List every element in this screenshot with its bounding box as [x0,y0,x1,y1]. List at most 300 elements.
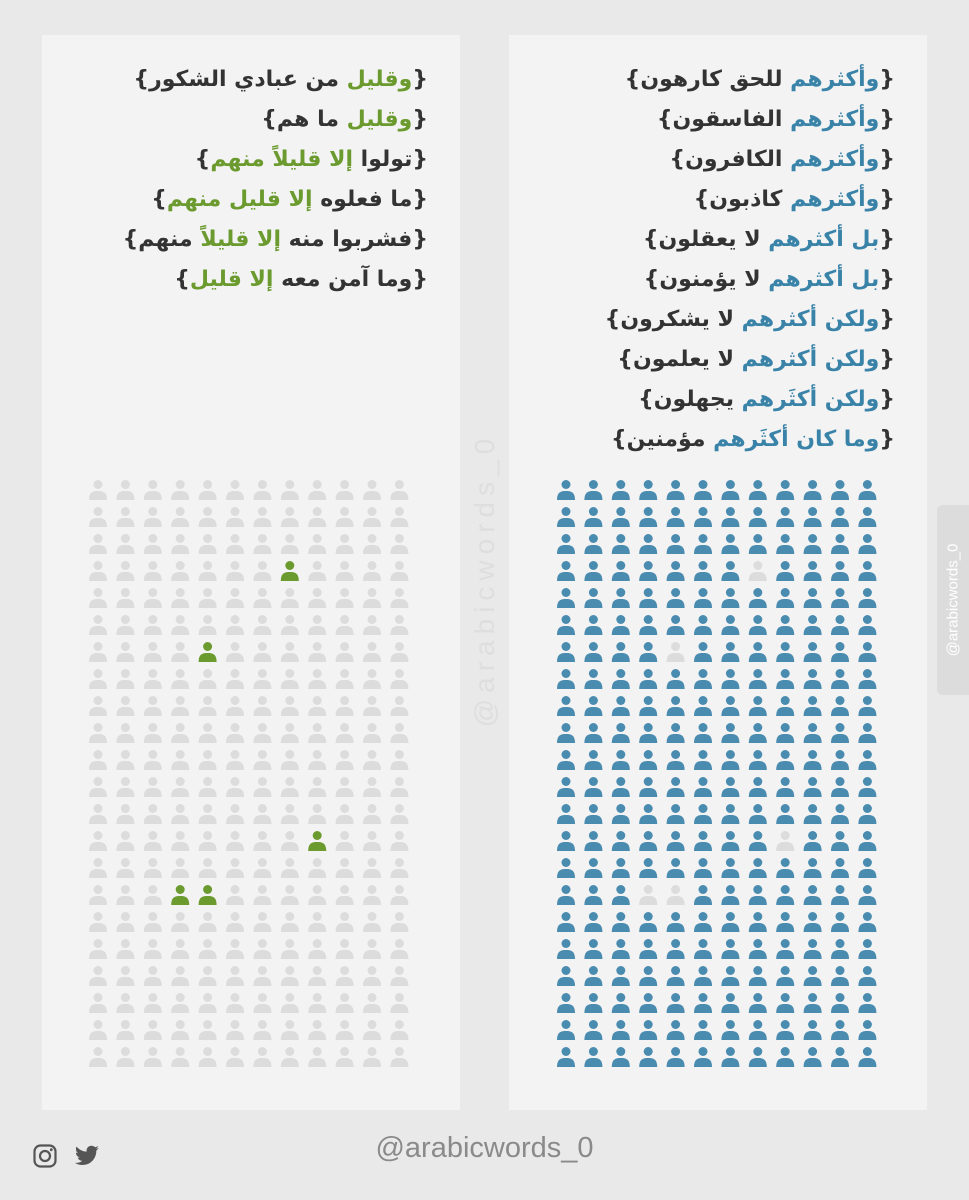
person-icon [831,561,849,581]
person-icon [281,507,299,527]
person-icon [89,993,107,1013]
person-icon [253,1020,271,1040]
person-icon [336,480,354,500]
person-icon [281,750,299,770]
verse-highlight: إلا قليل منهم [166,187,313,212]
person-icon [667,669,685,689]
person-icon [89,777,107,797]
person-icon [171,858,189,878]
person-icon [831,885,849,905]
person-icon [390,507,408,527]
person-icon [281,858,299,878]
person-icon [639,1020,657,1040]
person-icon [639,669,657,689]
person-icon [557,777,575,797]
person-icon [776,615,794,635]
person-icon [776,696,794,716]
person-icon [390,534,408,554]
person-icon [363,1020,381,1040]
person-icon [694,885,712,905]
person-icon [226,1047,244,1067]
person-icon [667,804,685,824]
side-tab[interactable] [937,505,969,695]
verse-highlight: ولكن أكثرهم [741,307,880,332]
person-icon [667,885,685,905]
person-icon [749,939,767,959]
person-icon [694,1047,712,1067]
person-icon [694,777,712,797]
person-icon [831,1047,849,1067]
person-icon [557,561,575,581]
person-icon [226,480,244,500]
person-icon [144,534,162,554]
person-icon [584,885,602,905]
person-icon [308,804,326,824]
person-icon [253,750,271,770]
person-icon [390,480,408,500]
person-icon [667,723,685,743]
person-icon [116,885,134,905]
person-icon [116,480,134,500]
verse-highlight: إلا قليلاً [200,227,281,252]
person-icon [584,858,602,878]
person-icon [831,669,849,689]
verse-text: الكافرون [685,147,791,172]
person-icon [694,561,712,581]
person-icon [199,669,217,689]
person-icon [749,507,767,527]
person-icon [804,750,822,770]
person-icon [694,993,712,1013]
person-icon [776,1020,794,1040]
person-icon [858,507,876,527]
person-icon [721,507,739,527]
person-icon [612,615,630,635]
person-icon [639,642,657,662]
person-icon [584,642,602,662]
verse-highlight: وأكثرهم [790,147,880,172]
verse-line: {ولكن أكثرهم لا يعلمون} [617,347,895,372]
person-icon [281,588,299,608]
person-icon [336,939,354,959]
person-icon [89,966,107,986]
person-icon [721,1047,739,1067]
person-icon [776,723,794,743]
person-icon [363,885,381,905]
person-icon [253,939,271,959]
person-icon [858,858,876,878]
person-icon [308,1047,326,1067]
person-icon [144,561,162,581]
verse-highlight: ولكن أكثَرهم [741,387,880,412]
person-icon [199,750,217,770]
person-icon [831,696,849,716]
person-icon [253,534,271,554]
person-icon [226,804,244,824]
person-icon [557,723,575,743]
person-icon [253,588,271,608]
verse-highlight: وأكثرهم [790,187,880,212]
person-icon [667,615,685,635]
person-icon [804,912,822,932]
person-icon [831,858,849,878]
person-icon [858,561,876,581]
person-icon [253,723,271,743]
person-icon [116,831,134,851]
person-icon [199,885,217,905]
person-icon [171,750,189,770]
person-icon [721,723,739,743]
person-icon [171,831,189,851]
person-icon [667,831,685,851]
person-icon [144,642,162,662]
person-icon [776,858,794,878]
person-icon [390,939,408,959]
person-icon [116,723,134,743]
left-icon-grid [42,35,460,1110]
verse-line: {بل أكثرهم لا يعقلون} [642,227,895,252]
person-icon [721,669,739,689]
person-icon [199,966,217,986]
person-icon [144,1047,162,1067]
verse-text: لا يعلمون [632,347,742,372]
person-icon [171,912,189,932]
person-icon [749,912,767,932]
person-icon [831,750,849,770]
person-icon [721,561,739,581]
person-icon [667,993,685,1013]
person-icon [776,966,794,986]
person-icon [749,723,767,743]
person-icon [831,507,849,527]
person-icon [308,885,326,905]
person-icon [831,615,849,635]
person-icon [253,804,271,824]
person-icon [612,804,630,824]
verse-line: {بل أكثرهم لا يؤمنون} [643,267,895,292]
person-icon [308,858,326,878]
person-icon [858,777,876,797]
person-icon [557,669,575,689]
person-icon [308,750,326,770]
person-icon [89,588,107,608]
person-icon [584,723,602,743]
person-icon [584,669,602,689]
person-icon [336,885,354,905]
verse-line: {ما فعلوه إلا قليل منهم} [151,187,428,212]
person-icon [612,831,630,851]
person-icon [253,885,271,905]
verse-highlight: وما كان أكثَرهم [713,427,880,452]
person-icon [557,750,575,770]
person-icon [226,723,244,743]
verse-text: فشربوا منه [280,227,413,252]
person-icon [804,939,822,959]
person-icon [363,696,381,716]
person-icon [171,1047,189,1067]
person-icon [308,831,326,851]
person-icon [694,723,712,743]
person-icon [584,507,602,527]
person-icon [667,480,685,500]
person-icon [363,750,381,770]
person-icon [336,831,354,851]
person-icon [390,858,408,878]
person-icon [363,858,381,878]
person-icon [804,561,822,581]
person-icon [667,1020,685,1040]
person-icon [584,534,602,554]
person-icon [390,561,408,581]
person-icon [667,858,685,878]
person-icon [804,588,822,608]
person-icon [144,669,162,689]
person-icon [253,507,271,527]
person-icon [171,615,189,635]
person-icon [390,777,408,797]
person-icon [804,480,822,500]
person-icon [858,885,876,905]
person-icon [89,615,107,635]
verse-text: للحق كارهون [640,67,791,92]
person-icon [858,615,876,635]
person-icon [694,804,712,824]
person-icon [116,912,134,932]
person-icon [749,831,767,851]
person-icon [144,696,162,716]
person-icon [281,480,299,500]
person-icon [639,912,657,932]
person-icon [749,642,767,662]
person-icon [694,642,712,662]
person-icon [694,750,712,770]
person-icon [281,615,299,635]
person-icon [253,858,271,878]
person-icon [281,534,299,554]
person-icon [858,831,876,851]
person-icon [253,777,271,797]
person-icon [116,561,134,581]
person-icon [199,588,217,608]
person-icon [89,534,107,554]
person-icon [667,588,685,608]
person-icon [858,966,876,986]
person-icon [226,750,244,770]
person-icon [557,939,575,959]
person-icon [116,804,134,824]
verse-text: الفاسقون [672,107,791,132]
person-icon [694,534,712,554]
person-icon [144,966,162,986]
person-icon [858,1020,876,1040]
person-icon [144,723,162,743]
person-icon [199,777,217,797]
person-icon [749,966,767,986]
person-icon [89,831,107,851]
person-icon [721,966,739,986]
person-icon [749,696,767,716]
person-icon [281,1047,299,1067]
person-icon [253,993,271,1013]
left-panel [42,35,460,1110]
person-icon [226,993,244,1013]
person-icon [639,561,657,581]
right-panel [509,35,927,1110]
person-icon [171,885,189,905]
person-icon [363,1047,381,1067]
verse-line: {وما كان أكثَرهم مؤمنين} [610,427,895,452]
person-icon [612,561,630,581]
person-icon [858,588,876,608]
person-icon [336,912,354,932]
person-icon [226,696,244,716]
person-icon [171,588,189,608]
person-icon [308,696,326,716]
person-icon [749,885,767,905]
person-icon [226,885,244,905]
person-icon [557,696,575,716]
person-icon [171,723,189,743]
person-icon [336,669,354,689]
verse-line: {وأكثرهم كاذبون} [693,187,895,212]
person-icon [199,1047,217,1067]
person-icon [390,750,408,770]
person-icon [281,885,299,905]
person-icon [116,507,134,527]
person-icon [858,696,876,716]
person-icon [721,480,739,500]
person-icon [639,777,657,797]
person-icon [612,669,630,689]
person-icon [308,966,326,986]
verse-highlight: إلا قليل [189,267,274,292]
person-icon [858,1047,876,1067]
person-icon [199,480,217,500]
person-icon [390,1047,408,1067]
person-icon [308,912,326,932]
person-icon [776,804,794,824]
person-icon [639,480,657,500]
verse-text: يجهلون [653,387,742,412]
person-icon [694,480,712,500]
person-icon [831,723,849,743]
person-icon [253,642,271,662]
person-icon [776,993,794,1013]
verse-highlight: بل أكثرهم [768,227,880,252]
person-icon [694,669,712,689]
person-icon [363,642,381,662]
person-icon [336,696,354,716]
person-icon [281,831,299,851]
person-icon [363,804,381,824]
person-icon [584,777,602,797]
person-icon [116,696,134,716]
person-icon [804,507,822,527]
person-icon [749,858,767,878]
person-icon [253,615,271,635]
verse-text: لا يعقلون [658,227,769,252]
person-icon [308,939,326,959]
person-icon [639,804,657,824]
person-icon [144,885,162,905]
person-icon [721,615,739,635]
person-icon [776,642,794,662]
person-icon [639,858,657,878]
verse-highlight: بل أكثرهم [768,267,880,292]
person-icon [226,966,244,986]
person-icon [363,966,381,986]
person-icon [831,993,849,1013]
verse-text: ما فعلوه [312,187,413,212]
person-icon [831,804,849,824]
person-icon [253,966,271,986]
person-icon [226,912,244,932]
person-icon [858,642,876,662]
person-icon [831,588,849,608]
person-icon [721,588,739,608]
person-icon [557,966,575,986]
person-icon [612,777,630,797]
person-icon [281,723,299,743]
person-icon [612,858,630,878]
person-icon [226,561,244,581]
person-icon [89,939,107,959]
person-icon [89,912,107,932]
footer-handle[interactable]: @arabicwords_0 [375,1132,594,1164]
person-icon [667,939,685,959]
person-icon [721,534,739,554]
person-icon [858,993,876,1013]
person-icon [557,642,575,662]
person-icon [667,534,685,554]
watermark-text: @arabicwords_0 [469,432,500,728]
person-icon [776,669,794,689]
person-icon [721,696,739,716]
person-icon [171,696,189,716]
person-icon [831,912,849,932]
verse-line: {تولوا إلا قليلاً منهم} [194,147,428,172]
person-icon [776,1047,794,1067]
person-icon [639,750,657,770]
person-icon [390,885,408,905]
person-icon [226,534,244,554]
person-icon [749,534,767,554]
side-tab-label: @arabicwords_0 [944,543,962,657]
person-icon [721,912,739,932]
person-icon [116,534,134,554]
person-icon [171,507,189,527]
person-icon [336,777,354,797]
person-icon [721,939,739,959]
verse-highlight: وقليل [346,107,413,132]
person-icon [89,642,107,662]
person-icon [281,642,299,662]
person-icon [253,1047,271,1067]
person-icon [776,534,794,554]
person-icon [831,534,849,554]
person-icon [612,534,630,554]
person-icon [557,885,575,905]
person-icon [858,534,876,554]
person-icon [116,615,134,635]
person-icon [804,642,822,662]
person-icon [116,993,134,1013]
person-icon [171,939,189,959]
person-icon [144,1020,162,1040]
person-icon [171,777,189,797]
person-icon [144,480,162,500]
person-icon [89,1020,107,1040]
